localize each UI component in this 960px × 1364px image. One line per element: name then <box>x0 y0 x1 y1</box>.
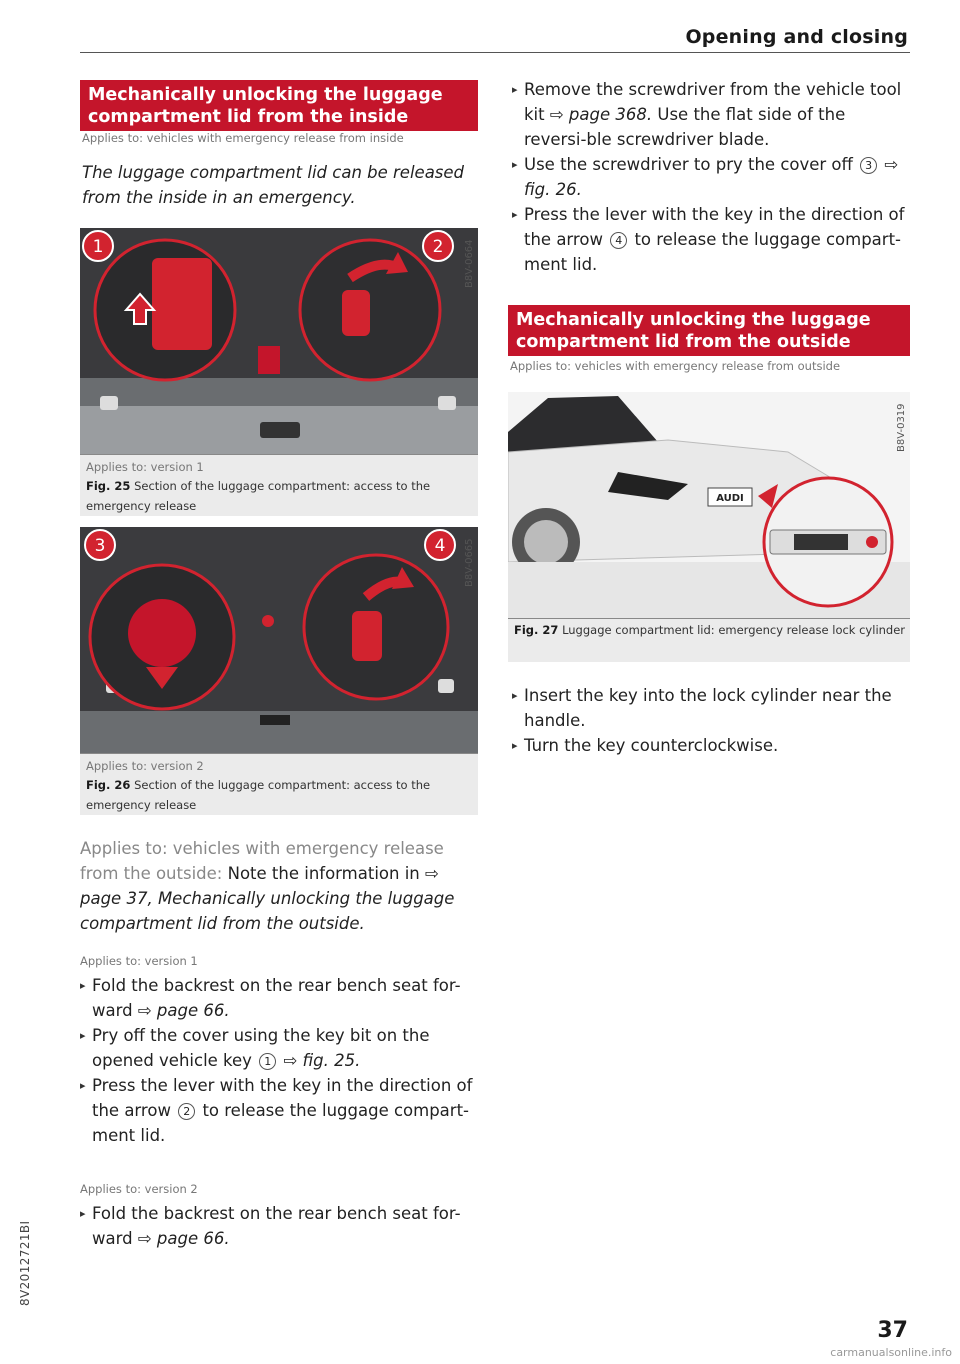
figure-26-caption-text: Section of the luggage compartment: access to the emergency release <box>86 778 431 812</box>
figure-25-image <box>80 228 478 455</box>
right-step-2-link[interactable]: ⇨ fig. 26. <box>524 155 899 199</box>
v1-step-2-link[interactable]: ⇨ fig. 25. <box>283 1051 361 1070</box>
figure-26-label: Fig. 26 <box>86 778 131 792</box>
v1-step-2-callout: 1 <box>259 1053 276 1070</box>
figure-27-label: Fig. 27 <box>514 623 559 637</box>
watermark: carmanualsonline.info <box>830 1346 952 1359</box>
left-heading-applies: Applies to: vehicles with emergency release from inside <box>82 131 404 145</box>
right-step-3-text-b: to release the luggage compart-ment lid. <box>524 230 901 274</box>
callout-3: 3 <box>94 536 106 556</box>
figure-25-applies: Applies to: version 1 <box>86 460 204 474</box>
v2-applies: Applies to: version 2 <box>80 1182 198 1196</box>
header-rule <box>80 52 910 53</box>
figure-27-id: B8V-0319 <box>896 403 907 452</box>
right-step-3-text-a: Press the lever with the key in the direction of the arrow <box>524 205 905 249</box>
v1-step-2 <box>80 1023 476 1073</box>
v1-step-1-link[interactable]: ⇨ page 66. <box>137 1001 230 1020</box>
note-text: Note the information in <box>227 864 420 883</box>
v1-step-1 <box>80 973 476 1023</box>
note-link[interactable]: ⇨ page 37, Mechanically unlocking the luggage compartment lid from the outside. <box>80 864 455 933</box>
figure-25-label: Fig. 25 <box>86 479 131 493</box>
document-code: 8V2012721BI <box>18 1220 32 1306</box>
right-step-2-callout: 3 <box>860 157 877 174</box>
right-step-2-text: Use the screwdriver to pry the cover off <box>524 155 853 174</box>
v2-step-1-link[interactable]: ⇨ page 66. <box>137 1229 230 1248</box>
v1-step-2-text: Pry off the cover using the key bit on the opened vehicle key <box>92 1026 430 1070</box>
outside-release-note <box>80 836 476 936</box>
figure-27 <box>508 392 910 662</box>
right-step-3-callout: 4 <box>610 232 627 249</box>
callout-4: 4 <box>434 536 446 556</box>
callout-2: 2 <box>432 237 444 257</box>
figure-26-applies: Applies to: version 2 <box>86 759 204 773</box>
v2-step-1 <box>80 1201 476 1251</box>
v1-step-3-text-a: Press the lever with the key in the direction of the arrow <box>92 1076 473 1120</box>
left-section-heading: Mechanically unlocking the luggage compartment lid from the inside <box>80 80 478 131</box>
right-step-1 <box>512 77 910 152</box>
figure-27-caption-text: Luggage compartment lid: emergency release lock cylinder <box>562 623 906 637</box>
right-step-1-text: Remove the screwdriver from the vehicle tool kit <box>524 80 902 124</box>
v2-step-1-text: Fold the backrest on the rear bench seat for-ward <box>92 1204 461 1248</box>
right-step-3 <box>512 202 910 277</box>
section-title: Opening and closing <box>685 26 908 48</box>
figure-25 <box>80 228 478 516</box>
fig-27-badge: AUDI <box>716 493 744 504</box>
figure-26-id: B8V-0665 <box>464 538 475 587</box>
right-step-5: ▸ Turn the key counterclockwise. <box>512 733 910 758</box>
v1-step-1-text: Fold the backrest on the rear bench seat for-ward <box>92 976 461 1020</box>
v1-step-3-callout: 2 <box>178 1103 195 1120</box>
right-heading-applies: Applies to: vehicles with emergency release from outside <box>510 359 841 373</box>
figure-25-caption <box>86 476 474 516</box>
figure-25-caption-text: Section of the luggage compartment: access to the emergency release <box>86 479 431 513</box>
left-intro: The luggage compartment lid can be released from the inside in an emergency. <box>82 163 465 207</box>
figure-26-caption <box>86 775 474 815</box>
right-step-1-link[interactable]: ⇨ page 368. <box>549 105 653 124</box>
right-step-4: ▸ Insert the key into the lock cylinder near the handle. <box>512 683 910 733</box>
v1-applies: Applies to: version 1 <box>80 954 198 968</box>
right-step-1-text-2: Use the flat side of the reversi-ble screwdriver blade. <box>524 105 846 149</box>
page-number: 37 <box>877 1318 908 1343</box>
callout-1: 1 <box>92 237 104 257</box>
figure-26-image <box>80 527 478 754</box>
figure-27-caption <box>514 620 906 640</box>
right-section-heading: Mechanically unlocking the luggage compartment lid from the outside <box>508 305 910 356</box>
v1-step-3 <box>80 1073 476 1148</box>
v1-step-3-text-b: to release the luggage compart-ment lid. <box>92 1101 469 1145</box>
figure-26 <box>80 527 478 815</box>
figure-25-id: B8V-0664 <box>464 239 475 288</box>
right-step-2 <box>512 152 910 202</box>
figure-27-image <box>508 392 910 619</box>
note-applies: Applies to: vehicles with emergency release from the outside: <box>80 839 444 883</box>
